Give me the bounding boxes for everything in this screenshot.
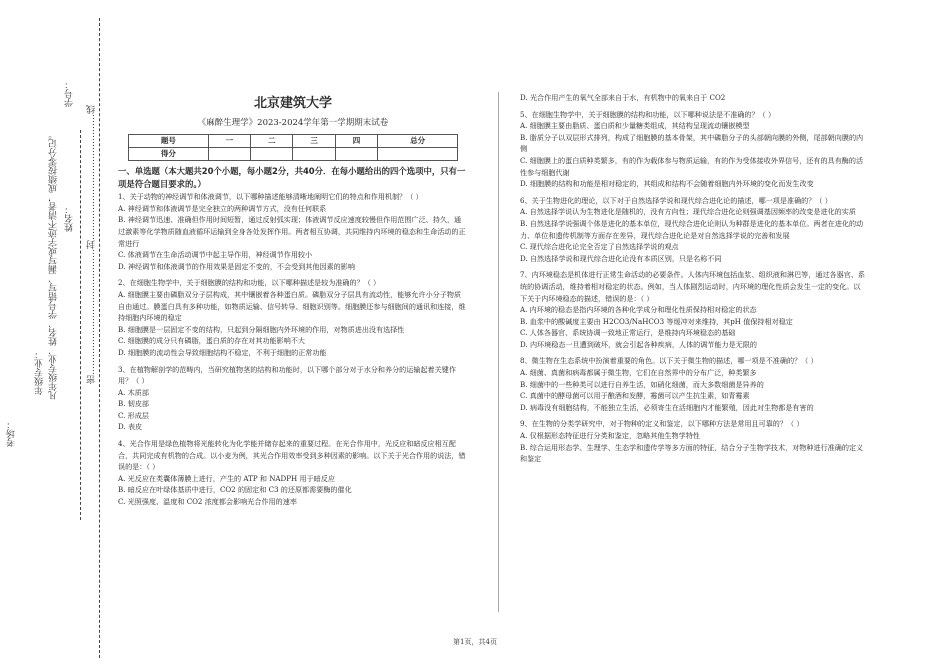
answer-option: C. 现代综合进化论完全否定了自然选择学说的观点 <box>520 242 679 252</box>
answer-option: C. 细胞膜上的蛋白质种类繁多，有的作为载体参与物质运输，有的作为受体接收外界信号，还有的具有酶的活性参与细胞代谢 <box>520 155 864 177</box>
question-stem: 1、关于动物的神经调节和体液调节，以下哪种描述能够清晰地阐明它们的特点和作用机制？（ ） <box>118 192 423 202</box>
question-stem: 7、内环境稳态是机体进行正常生命活动的必要条件。人体内环境包括血浆、组织液和淋巴等，通过各器官、系统的协调活动，维持着相对稳定的状态。例如，当人体剧烈运动时，内环境的理化性质会发生一定的变化。以下关于内环境稳态的描述，错误的是：（ ） <box>520 270 866 303</box>
question-stem: 8、微生物在生态系统中扮演着重要的角色。以下关于微生物的描述，哪一项是不准确的？（ ） <box>520 356 818 366</box>
answer-option: D. 细胞膜的流动性会导致细胞结构不稳定，不利于细胞的正常功能 <box>118 347 327 357</box>
score-cell: 四 <box>335 135 377 148</box>
question <box>520 92 865 104</box>
score-input-cell <box>378 148 458 161</box>
answer-option: D. 内环境稳态一旦遭到破坏，就会引起各种疾病，人体的调节能力是无限的 <box>520 339 757 349</box>
answer-option: C. 真菌中的酵母菌可以用于酿酒和发酵，霉菌可以产生抗生素，如青霉素 <box>520 391 750 401</box>
inner-dash-line <box>80 130 81 520</box>
writing-notice: 凡年级专业、姓名、学号错写、漏写或字迹不清者，成绩按零分记。 <box>49 130 59 400</box>
answer-option: A. 仅根据形态特征进行分类和鉴定，忽略其他生物学特性 <box>520 431 700 441</box>
question <box>520 355 865 413</box>
answer-option: B. 韧皮部 <box>118 399 150 409</box>
question-stem: 4、光合作用是绿色植物将光能转化为化学能并储存起来的重要过程。在光合作用中，光反应和暗反应相互配合，共同完成有机物的合成。以小麦为例，其光合作用效率受到多种因素的影响。以下关于光合作用的说法，错误的是：（ ） <box>118 439 466 472</box>
score-input-cell <box>251 148 293 161</box>
page-number: 第1页，共4页 <box>453 638 497 646</box>
seal-line-text: 密……………………………………封……………………………………线 <box>87 105 97 384</box>
left-column <box>118 90 468 513</box>
answer-option: A. 光反应在类囊体薄膜上进行，产生的 ATP 和 NADPH 用于暗反应 <box>118 473 335 483</box>
answer-option: D. 神经调节和体液调节的作用效果是固定不变的，不会受到其他因素的影响 <box>118 261 355 271</box>
answer-option: C. 细胞膜的成分只有磷脂，蛋白质的存在对其功能影响不大 <box>118 336 306 346</box>
binding-gutter <box>0 0 118 672</box>
score-cell: 三 <box>293 135 335 148</box>
answer-option: B. 脂质分子以双层形式排列，构成了细胞膜的基本骨架，其中磷脂分子的头部朝向膜的外侧，尾部朝向膜的内侧 <box>520 132 864 154</box>
answer-option: B. 细菌中的一些种类可以进行自养生活，如硝化细菌，而大多数细菌是异养的 <box>520 379 764 389</box>
score-cell: 得分 <box>129 148 209 161</box>
class-label: 年级专业： <box>35 350 45 395</box>
seal-dash-line <box>99 18 100 658</box>
right-column <box>520 92 865 470</box>
score-table <box>128 134 458 161</box>
answer-option: A. 细菌、真菌和病毒都属于微生物，它们在自然界中的分布广泛，种类繁多 <box>520 368 757 378</box>
section-heading: 一、单选题（本大题共20个小题，每小题2分，共40分．在每小题给出的四个选项中，只有一项是符合题目要求的。） <box>118 166 466 189</box>
question <box>520 269 865 350</box>
answer-option: A. 细胞膜主要由磷脂双分子层构成，其中镶嵌着各种蛋白质。磷脂双分子层具有流动性，能够允许小分子物质自由通过。膜蛋白具有多种功能，如物质运输、信号转导、细胞识别等。细胞膜还参与细胞间的通讯和连接，维持细胞内环境的稳定 <box>118 289 466 323</box>
score-cell: 一 <box>208 135 250 148</box>
answer-option: B. 自然选择学说强调个体是进化的基本单位，现代综合进化论则认为种群是进化的基本单位。两者在进化的动力、单位和遗传机制等方面存在差异，现代综合进化论是对自然选择学说的完善和发展 <box>520 218 864 240</box>
score-cell: 题号 <box>129 135 209 148</box>
score-input-cell <box>208 148 250 161</box>
score-table-score-row <box>129 148 458 161</box>
answer-option: B. 暗反应在叶绿体基质中进行，CO2 的固定和 C3 的还原都需要酶的催化 <box>118 485 352 495</box>
score-cell: 二 <box>251 135 293 148</box>
answer-option: A. 木质部 <box>118 387 149 397</box>
answer-option: D. 表皮 <box>118 422 143 432</box>
answer-option: B. 综合运用形态学、生理学、生态学和遗传学等多方面的特征，结合分子生物学技术，对物种进行准确的定义和鉴定 <box>520 442 864 464</box>
answer-option: A. 神经调节和体液调节是完全独立的两种调节方式，没有任何联系 <box>118 203 327 213</box>
exam-title: 《麻醉生理学》2023-2024学年第一学期期末试卷 <box>197 117 389 128</box>
answer-option: D. 自然选择学说和现代综合进化论没有本质区别，只是名称不同 <box>520 253 722 263</box>
question <box>118 438 468 508</box>
answer-option: B. 血浆中的酸碱度主要由 H2CO3/NaHCO3 等缓冲对来维持，其pH 值保持相对稳定 <box>520 316 793 326</box>
name-label: 姓名： <box>65 205 75 232</box>
venue-label: 考场： <box>7 420 17 447</box>
score-cell: 总分 <box>378 135 458 148</box>
answer-option: B. 细胞膜是一层固定不变的结构，只起到分隔细胞内外环境的作用，对物质进出没有选择性 <box>118 324 405 334</box>
question <box>118 191 468 272</box>
school-name: 北京建筑大学 <box>253 96 332 111</box>
answer-option: C. 体液调节在生命活动调节中起主导作用，神经调节作用较小 <box>118 250 313 260</box>
score-table-header-row <box>129 135 458 148</box>
question <box>118 277 468 358</box>
question <box>520 109 865 190</box>
answer-option: D. 细胞膜的结构和功能是相对稳定的，其组成和结构不会随着细胞内外环境的变化而发生改变 <box>520 179 814 189</box>
question-stem: 5、在细胞生物学中，关于细胞膜的结构和功能，以下哪种说法是不准确的？（ ） <box>520 109 776 119</box>
answer-option: D. 光合作用产生的氧气全部来自于水，有机物中的氧来自于 CO2 <box>520 93 726 102</box>
answer-option: C. 人体各器官、系统协调一致地正常运行，是维持内环境稳态的基础 <box>520 328 736 338</box>
answer-option: C. 光照强度、温度和 CO2 浓度都会影响光合作用的速率 <box>118 497 297 507</box>
score-input-cell <box>335 148 377 161</box>
question <box>520 418 865 464</box>
question-stem: 9、在生物的分类学研究中，对于物种的定义和鉴定，以下哪种方法是常用且可靠的？（ ） <box>520 419 804 429</box>
question <box>118 364 468 434</box>
question-list <box>520 92 865 465</box>
answer-option: D. 病毒没有细胞结构，不能独立生活，必须寄生在活细胞内才能繁殖，因此对生物都是有害的 <box>520 402 814 412</box>
answer-option: A. 细胞膜主要由脂质、蛋白质和少量糖类组成，其结构呈现流动镶嵌模型 <box>520 121 750 131</box>
question-stem: 6、关于生物进化的理论，以下对于自然选择学说和现代综合进化论的描述，哪一项是准确的？（ ） <box>520 195 832 205</box>
question-stem: 2、在细胞生物学中，关于细胞膜的结构和功能，以下哪种描述是较为准确的？（ ） <box>118 278 381 288</box>
column-divider <box>498 92 499 612</box>
student-id-label: 学号： <box>65 80 75 107</box>
question <box>520 195 865 265</box>
answer-option: C. 形成层 <box>118 410 149 420</box>
score-input-cell <box>293 148 335 161</box>
question-stem: 3、在植物解剖学的范畴内，当研究植物茎的结构和功能时，以下哪个部分对于水分和养分的运输起着关键作用？（ ） <box>118 364 456 386</box>
answer-option: B. 神经调节迅速、准确但作用时间短暂，通过反射弧实现；体液调节反应速度较慢但作用范围广泛、持久，通过激素等化学物质随血液循环运输到全身各处发挥作用。两者相互协调，共同维持内环境的稳态和生命活动的正常进行 <box>118 215 466 248</box>
answer-option: A. 自然选择学说认为生物进化是随机的，没有方向性；现代综合进化论则强调基因频率的改变是进化的实质 <box>520 207 856 217</box>
answer-option: A. 内环境的稳态是指内环境的各种化学成分和理化性质保持相对稳定的状态 <box>520 305 757 315</box>
question-list <box>118 191 468 507</box>
